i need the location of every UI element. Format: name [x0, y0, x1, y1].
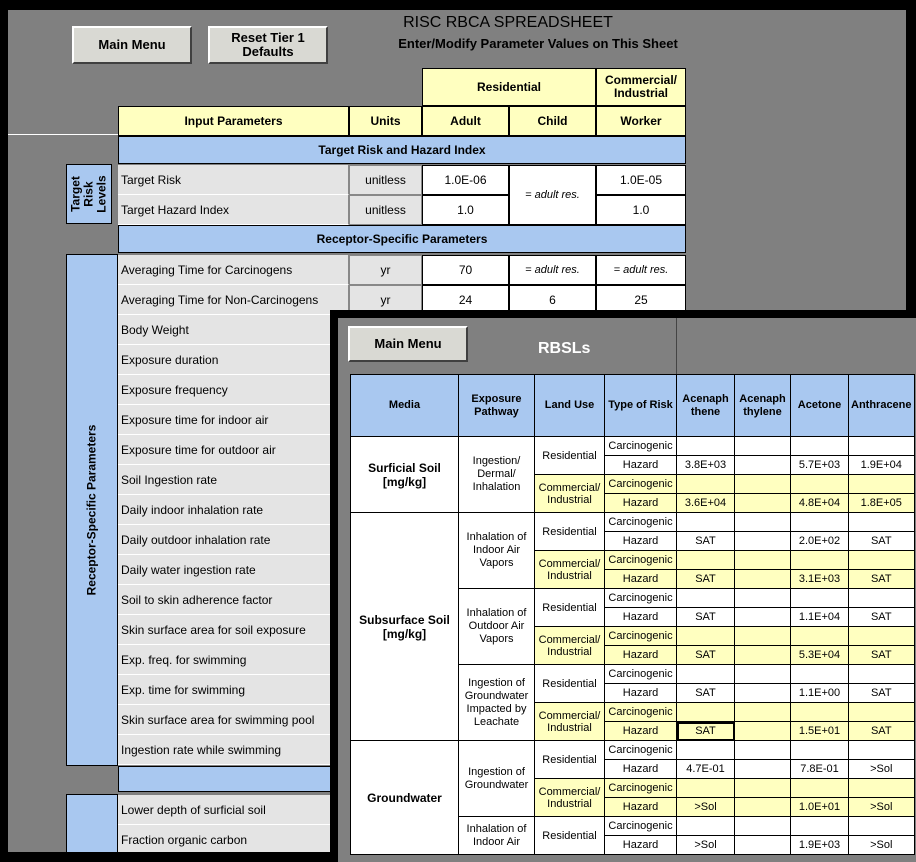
- risk-type-cell: Hazard: [605, 684, 677, 703]
- rbsl-value-cell[interactable]: [677, 817, 735, 836]
- land-use-cell: Commercial/ Industrial: [535, 779, 605, 817]
- param-label: Lower depth of surficial soil: [118, 795, 349, 825]
- rbsl-value-cell[interactable]: [677, 703, 735, 722]
- rbsl-value-cell[interactable]: [849, 551, 915, 570]
- param-label: Exp. freq. for swimming: [118, 645, 349, 675]
- param-value-worker[interactable]: 25: [596, 285, 686, 315]
- rbsl-value-cell[interactable]: 5.3E+04: [791, 646, 849, 665]
- risk-type-cell: Hazard: [605, 532, 677, 551]
- rbsl-value-cell[interactable]: SAT: [849, 684, 915, 703]
- rbsl-value-cell[interactable]: [677, 665, 735, 684]
- rbsl-value-cell[interactable]: [735, 570, 791, 589]
- param-label: Averaging Time for Carcinogens: [118, 255, 349, 285]
- target-risk-worker[interactable]: 1.0E-05: [596, 165, 686, 195]
- land-use-cell: Commercial/ Industrial: [535, 627, 605, 665]
- rbsl-value-cell[interactable]: [735, 532, 791, 551]
- param-label: Daily water ingestion rate: [118, 555, 349, 585]
- table-row: [351, 437, 915, 456]
- rbsl-value-cell[interactable]: [677, 437, 735, 456]
- risk-type-cell: Carcinogenic: [605, 665, 677, 684]
- rbsl-value-cell[interactable]: [849, 627, 915, 646]
- rbsl-value-cell[interactable]: [677, 589, 735, 608]
- rbsl-value-cell[interactable]: [735, 703, 791, 722]
- rbsl-value-cell[interactable]: 4.8E+04: [791, 494, 849, 513]
- rbsl-title: RBSLs: [538, 340, 591, 357]
- risk-type-cell: Hazard: [605, 456, 677, 475]
- land-use-cell: Residential: [535, 817, 605, 855]
- rbsl-value-cell[interactable]: [677, 627, 735, 646]
- rbsl-value-cell[interactable]: 7.8E-01: [791, 760, 849, 779]
- param-label: Target Hazard Index: [118, 195, 349, 225]
- pathway-cell: Inhalation of Indoor Air Vapors: [459, 513, 535, 589]
- rbsl-value-cell[interactable]: 1.1E+04: [791, 608, 849, 627]
- param-label: Soil to skin adherence factor: [118, 585, 349, 615]
- rbsl-value-cell[interactable]: [849, 437, 915, 456]
- param-value-worker[interactable]: = adult res.: [596, 255, 686, 285]
- rbsl-value-cell[interactable]: [849, 665, 915, 684]
- rbsl-value-cell[interactable]: 5.7E+03: [791, 456, 849, 475]
- param-unit: unitless: [349, 195, 422, 225]
- pathway-cell: Ingestion/ Dermal/ Inhalation: [459, 437, 535, 513]
- rbsl-value-cell[interactable]: [735, 836, 791, 855]
- rbsl-value-cell[interactable]: 1.5E+01: [791, 722, 849, 741]
- risk-type-cell: Hazard: [605, 722, 677, 741]
- risk-type-cell: Carcinogenic: [605, 627, 677, 646]
- rbsl-window: [330, 310, 916, 862]
- rbsl-value-cell[interactable]: SAT: [677, 646, 735, 665]
- rbsl-value-cell[interactable]: [677, 551, 735, 570]
- rbsl-col-header: Land Use: [535, 375, 605, 437]
- rbsl-value-cell[interactable]: [735, 513, 791, 532]
- section-target-risk: Target Risk and Hazard Index: [118, 136, 686, 164]
- main-menu-button[interactable]: Main Menu: [72, 26, 192, 64]
- rbsl-value-cell[interactable]: [791, 513, 849, 532]
- land-use-cell: Residential: [535, 589, 605, 627]
- header-worker: Worker: [596, 106, 686, 136]
- pathway-cell: Inhalation of Indoor Air: [459, 817, 535, 855]
- param-label: Skin surface area for soil exposure: [118, 615, 349, 645]
- rbsl-value-cell[interactable]: [735, 760, 791, 779]
- rbsl-value-cell[interactable]: [735, 684, 791, 703]
- param-unit: yr: [349, 285, 422, 315]
- rbsl-col-header: Type of Risk: [605, 375, 677, 437]
- rbsl-value-cell[interactable]: SAT: [677, 532, 735, 551]
- rbsl-value-cell[interactable]: SAT: [849, 608, 915, 627]
- rbsl-value-cell[interactable]: SAT: [677, 570, 735, 589]
- land-use-cell: Residential: [535, 665, 605, 703]
- header-commercial: Commercial/ Industrial: [596, 68, 686, 106]
- land-use-cell: Residential: [535, 741, 605, 779]
- risk-type-cell: Hazard: [605, 760, 677, 779]
- risk-type-cell: Hazard: [605, 494, 677, 513]
- param-value-adult[interactable]: 70: [422, 255, 509, 285]
- rbsl-col-header: Acenaph thene: [677, 375, 735, 437]
- rbsl-value-cell[interactable]: [735, 456, 791, 475]
- pathway-cell: Inhalation of Outdoor Air Vapors: [459, 589, 535, 665]
- sheet-subtitle: Enter/Modify Parameter Values on This Sheet: [398, 36, 678, 51]
- rbsl-value-cell[interactable]: [791, 817, 849, 836]
- rbsl-value-cell[interactable]: [677, 513, 735, 532]
- land-use-cell: Commercial/ Industrial: [535, 475, 605, 513]
- media-cell: Surficial Soil [mg/kg]: [351, 437, 459, 513]
- rbsl-value-cell[interactable]: 3.8E+03: [677, 456, 735, 475]
- rbsl-value-cell[interactable]: [791, 665, 849, 684]
- rbsl-value-cell[interactable]: SAT: [849, 532, 915, 551]
- sheet-title: RISC RBCA SPREADSHEET: [403, 14, 613, 31]
- rbsl-main-menu-button[interactable]: Main Menu: [348, 326, 468, 362]
- pathway-cell: Ingestion of Groundwater: [459, 741, 535, 817]
- rbsl-value-cell[interactable]: [849, 513, 915, 532]
- rbsl-value-cell[interactable]: [791, 779, 849, 798]
- rbsl-col-header: Exposure Pathway: [459, 375, 535, 437]
- rbsl-value-cell[interactable]: 3.6E+04: [677, 494, 735, 513]
- header-residential: Residential: [422, 68, 596, 106]
- header-child: Child: [509, 106, 596, 136]
- rbsl-value-cell[interactable]: [791, 475, 849, 494]
- rbsl-value-cell[interactable]: [791, 589, 849, 608]
- risk-type-cell: Carcinogenic: [605, 817, 677, 836]
- rbsl-value-cell[interactable]: SAT: [849, 722, 915, 741]
- risk-type-cell: Carcinogenic: [605, 475, 677, 494]
- rbsl-value-cell[interactable]: [677, 475, 735, 494]
- rbsl-value-cell[interactable]: [849, 703, 915, 722]
- rbsl-value-cell[interactable]: >Sol: [677, 798, 735, 817]
- rbsl-value-cell[interactable]: [735, 722, 791, 741]
- rbsl-value-cell[interactable]: SAT: [677, 684, 735, 703]
- side-tab-site: [66, 794, 118, 852]
- param-label: Daily outdoor inhalation rate: [118, 525, 349, 555]
- rbsl-value-cell[interactable]: [735, 494, 791, 513]
- risk-type-cell: Hazard: [605, 798, 677, 817]
- target-risk-adult[interactable]: 1.0E-06: [422, 165, 509, 195]
- rbsl-value-cell[interactable]: 1.9E+04: [849, 456, 915, 475]
- param-label: Soil Ingestion rate: [118, 465, 349, 495]
- section-receptor-specific: Receptor-Specific Parameters: [118, 225, 686, 253]
- param-label: Exposure time for indoor air: [118, 405, 349, 435]
- param-label: Ingestion rate while swimming: [118, 735, 349, 765]
- param-value-child[interactable]: = adult res.: [509, 255, 596, 285]
- risk-type-cell: Carcinogenic: [605, 779, 677, 798]
- rbsl-value-cell[interactable]: >Sol: [849, 798, 915, 817]
- rbsl-value-cell[interactable]: [735, 589, 791, 608]
- rbsl-value-cell[interactable]: SAT: [849, 570, 915, 589]
- rbsl-value-cell[interactable]: 4.7E-01: [677, 760, 735, 779]
- land-use-cell: Commercial/ Industrial: [535, 703, 605, 741]
- media-cell: Subsurface Soil [mg/kg]: [351, 513, 459, 741]
- header-units: Units: [349, 106, 422, 136]
- pathway-cell: Ingestion of Groundwater Impacted by Leachate: [459, 665, 535, 741]
- rbsl-value-cell[interactable]: [849, 589, 915, 608]
- target-hazard-adult[interactable]: 1.0: [422, 195, 509, 225]
- table-row: [351, 741, 915, 760]
- risk-type-cell: Carcinogenic: [605, 513, 677, 532]
- rbsl-value-cell[interactable]: [791, 741, 849, 760]
- section-band-blank: [118, 766, 349, 792]
- param-label: Averaging Time for Non-Carcinogens: [118, 285, 349, 315]
- rbsl-value-cell[interactable]: 1.9E+03: [791, 836, 849, 855]
- rbsl-value-cell[interactable]: SAT: [677, 608, 735, 627]
- rbsl-value-cell[interactable]: [735, 817, 791, 836]
- rbsl-value-cell[interactable]: [735, 551, 791, 570]
- rbsl-value-cell[interactable]: 1.0E+01: [791, 798, 849, 817]
- rbsl-col-header: Acenaph thylene: [735, 375, 791, 437]
- rbsl-value-cell[interactable]: [849, 475, 915, 494]
- rbsl-value-cell[interactable]: SAT: [677, 722, 735, 741]
- rbsl-sheet: [338, 318, 916, 862]
- param-label: Daily indoor inhalation rate: [118, 495, 349, 525]
- rbsl-value-cell[interactable]: [791, 627, 849, 646]
- rbsl-value-cell[interactable]: 3.1E+03: [791, 570, 849, 589]
- divider-line: [8, 134, 118, 135]
- risk-type-cell: Hazard: [605, 836, 677, 855]
- param-label: Exposure duration: [118, 345, 349, 375]
- rbsl-value-cell[interactable]: [735, 437, 791, 456]
- param-label: Exp. time for swimming: [118, 675, 349, 705]
- param-unit: unitless: [349, 165, 422, 195]
- rbsl-value-cell[interactable]: 1.8E+05: [849, 494, 915, 513]
- param-label: Fraction organic carbon: [118, 825, 349, 852]
- risk-type-cell: Hazard: [605, 646, 677, 665]
- rbsl-col-header: Acetone: [791, 375, 849, 437]
- rbsl-value-cell[interactable]: [735, 665, 791, 684]
- media-cell: Groundwater: [351, 741, 459, 855]
- header-input-parameters: Input Parameters: [118, 106, 349, 136]
- rbsl-value-cell[interactable]: >Sol: [849, 836, 915, 855]
- side-tab-receptor-specific: Receptor-Specific Parameters: [66, 254, 118, 766]
- reset-tier1-defaults-button[interactable]: Reset Tier 1 Defaults: [208, 26, 328, 64]
- param-label: Exposure frequency: [118, 375, 349, 405]
- risk-type-cell: Carcinogenic: [605, 589, 677, 608]
- rbsl-value-cell[interactable]: [791, 703, 849, 722]
- risk-type-cell: Hazard: [605, 608, 677, 627]
- param-label: Target Risk: [118, 165, 349, 195]
- rbsl-value-cell[interactable]: [735, 798, 791, 817]
- header-adult: Adult: [422, 106, 509, 136]
- rbsl-value-cell[interactable]: [735, 627, 791, 646]
- target-child-note: = adult res.: [509, 165, 596, 225]
- rbsl-value-cell[interactable]: >Sol: [677, 836, 735, 855]
- param-value-adult[interactable]: 24: [422, 285, 509, 315]
- param-value-child[interactable]: 6: [509, 285, 596, 315]
- rbsl-col-header: Media: [351, 375, 459, 437]
- land-use-cell: Commercial/ Industrial: [535, 551, 605, 589]
- risk-type-cell: Carcinogenic: [605, 703, 677, 722]
- rbsl-value-cell[interactable]: [849, 741, 915, 760]
- divider-line: [676, 318, 677, 374]
- target-hazard-worker[interactable]: 1.0: [596, 195, 686, 225]
- rbsl-value-cell[interactable]: [735, 779, 791, 798]
- land-use-cell: Residential: [535, 437, 605, 475]
- risk-type-cell: Carcinogenic: [605, 437, 677, 456]
- rbsl-value-cell[interactable]: [791, 551, 849, 570]
- param-label: Skin surface area for swimming pool: [118, 705, 349, 735]
- rbsl-value-cell[interactable]: 2.0E+02: [791, 532, 849, 551]
- risk-type-cell: Carcinogenic: [605, 741, 677, 760]
- side-tab-target-risk-levels: Target Risk Levels: [66, 164, 112, 224]
- land-use-cell: Residential: [535, 513, 605, 551]
- rbsl-col-header: Anthracene: [849, 375, 915, 437]
- rbsl-value-cell[interactable]: >Sol: [849, 760, 915, 779]
- param-label: Body Weight: [118, 315, 349, 345]
- rbsl-value-cell[interactable]: [677, 741, 735, 760]
- rbsl-value-cell[interactable]: [735, 475, 791, 494]
- param-label: Exposure time for outdoor air: [118, 435, 349, 465]
- rbsl-value-cell[interactable]: [735, 646, 791, 665]
- risk-type-cell: Carcinogenic: [605, 551, 677, 570]
- risk-type-cell: Hazard: [605, 570, 677, 589]
- rbsl-value-cell[interactable]: [791, 437, 849, 456]
- rbsl-value-cell[interactable]: 1.1E+00: [791, 684, 849, 703]
- rbsl-value-cell[interactable]: [735, 608, 791, 627]
- rbsl-value-cell[interactable]: [849, 817, 915, 836]
- rbsl-value-cell[interactable]: [735, 741, 791, 760]
- rbsl-value-cell[interactable]: [677, 779, 735, 798]
- param-unit: yr: [349, 255, 422, 285]
- table-row: [351, 513, 915, 532]
- rbsl-table: [350, 374, 915, 855]
- rbsl-value-cell[interactable]: [849, 779, 915, 798]
- rbsl-value-cell[interactable]: SAT: [849, 646, 915, 665]
